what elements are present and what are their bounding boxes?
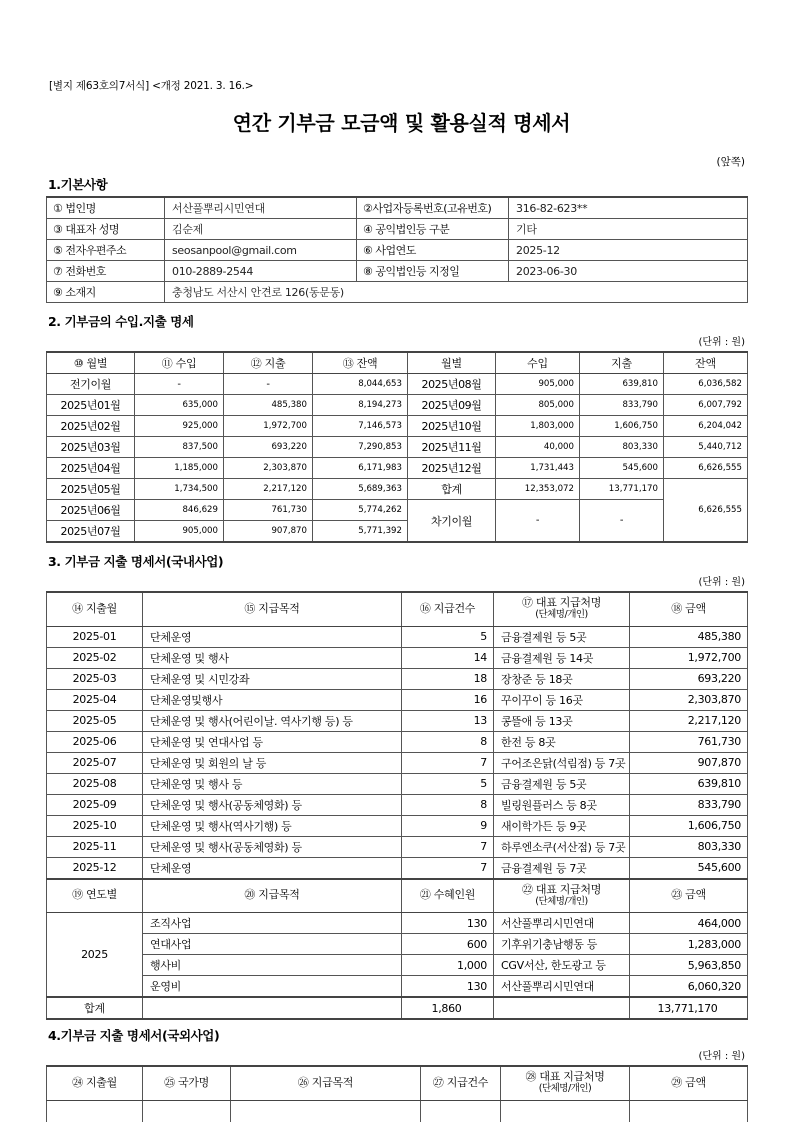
basic-label-rep-name: ③ 대표자 성명 bbox=[47, 219, 165, 240]
cell-month: 2025년08월 bbox=[408, 374, 496, 395]
cell-expense: - bbox=[224, 374, 313, 395]
basic-value-org-type: 기타 bbox=[509, 219, 748, 240]
cell-balance: 5,440,712 bbox=[664, 437, 748, 458]
cell-payee bbox=[501, 1100, 630, 1122]
cell-purpose: 운영비 bbox=[143, 976, 402, 998]
cell-balance: 8,194,273 bbox=[313, 395, 408, 416]
cell-amount: 1,606,750 bbox=[630, 815, 748, 836]
col-payee-name-sub: (단체명/개인) bbox=[538, 1083, 592, 1095]
basic-value-rep-name: 김순제 bbox=[165, 219, 357, 240]
table-row bbox=[47, 197, 748, 219]
cell-month: 2025년03월 bbox=[47, 437, 135, 458]
cell-amount: 803,330 bbox=[630, 836, 748, 857]
cell-month: 2025-10 bbox=[47, 815, 143, 836]
col-expense-right: 지출 bbox=[580, 352, 664, 374]
cell-expense: 833,790 bbox=[580, 395, 664, 416]
cell-count: 7 bbox=[402, 752, 494, 773]
cell-amount: 2,217,120 bbox=[630, 710, 748, 731]
basic-value-phone: 010-2889-2544 bbox=[165, 261, 357, 282]
cell-expense: 761,730 bbox=[224, 500, 313, 521]
cell-total-beneficiaries: 1,860 bbox=[402, 997, 494, 1019]
basic-label-phone: ⑦ 전화번호 bbox=[47, 261, 165, 282]
basic-value-address: 충청남도 서산시 안견로 126(동문동) bbox=[165, 282, 748, 303]
table-row bbox=[47, 668, 748, 689]
col-year: ⑲ 연도별 bbox=[47, 879, 143, 913]
col-amount: ㉙ 금액 bbox=[630, 1066, 748, 1100]
cell-amount: 907,870 bbox=[630, 752, 748, 773]
page-title: 연간 기부금 모금액 및 활용실적 명세서 bbox=[232, 111, 571, 135]
cell-month: 2025-03 bbox=[47, 668, 143, 689]
cell-income: 1,734,500 bbox=[135, 479, 224, 500]
cell-payee: 꾸이꾸이 등 16곳 bbox=[494, 689, 630, 710]
cell-month: 2025-09 bbox=[47, 794, 143, 815]
cell-balance: 7,146,573 bbox=[313, 416, 408, 437]
table-row bbox=[47, 261, 748, 282]
cell-year: 2025 bbox=[47, 913, 143, 998]
cell-balance: 5,774,262 bbox=[313, 500, 408, 521]
cell-balance: 5,689,363 bbox=[313, 479, 408, 500]
cell-total-amount: 13,771,170 bbox=[630, 997, 748, 1019]
cell-count: 5 bbox=[402, 626, 494, 647]
cell-amount: 833,790 bbox=[630, 794, 748, 815]
cell-country bbox=[143, 1100, 231, 1122]
col-income-left: ⑪ 수입 bbox=[135, 352, 224, 374]
cell-purpose: 조직사업 bbox=[143, 913, 402, 934]
table-row bbox=[47, 240, 748, 261]
cell-month: 2025년05월 bbox=[47, 479, 135, 500]
table-row bbox=[47, 913, 748, 934]
col-year-amount: ㉓ 금액 bbox=[630, 879, 748, 913]
cell-total-purpose bbox=[143, 997, 402, 1019]
col-year-payee bbox=[494, 879, 630, 913]
table-header-row bbox=[47, 592, 748, 626]
cell-expense: 803,330 bbox=[580, 437, 664, 458]
cell-amount: 2,303,870 bbox=[630, 689, 748, 710]
cell-total-expense: 13,771,170 bbox=[580, 479, 664, 500]
cell-month: 2025년02월 bbox=[47, 416, 135, 437]
cell-balance: 6,171,983 bbox=[313, 458, 408, 479]
cell-beneficiaries: 130 bbox=[402, 913, 494, 934]
table-total-row bbox=[47, 997, 748, 1019]
cell-amount: 1,283,000 bbox=[630, 934, 748, 955]
col-year-purpose: ⑳ 지급목적 bbox=[143, 879, 402, 913]
basic-info-table bbox=[46, 196, 748, 303]
cell-amount: 545,600 bbox=[630, 857, 748, 879]
cell-amount: 1,972,700 bbox=[630, 647, 748, 668]
cell-month: 2025년09월 bbox=[408, 395, 496, 416]
cell-purpose: 단체운영 및 연대사업 등 bbox=[143, 731, 402, 752]
cell-balance: 6,204,042 bbox=[664, 416, 748, 437]
cell-purpose: 연대사업 bbox=[143, 934, 402, 955]
cell-amount: 464,000 bbox=[630, 913, 748, 934]
col-payee-name-sub: (단체명/개인) bbox=[535, 609, 588, 621]
cell-total-label: 합계 bbox=[408, 479, 496, 500]
table-row bbox=[47, 934, 748, 955]
table-row bbox=[47, 647, 748, 668]
cell-payee: 서산풀뿌리시민연대 bbox=[494, 913, 630, 934]
cell-income: 846,629 bbox=[135, 500, 224, 521]
cell-count: 5 bbox=[402, 773, 494, 794]
cell-expense: 485,380 bbox=[224, 395, 313, 416]
cell-carryforward-expense: - bbox=[580, 500, 664, 543]
cell-balance: 6,626,555 bbox=[664, 458, 748, 479]
table-row bbox=[47, 752, 748, 773]
cell-expense: 639,810 bbox=[580, 374, 664, 395]
table-row bbox=[47, 773, 748, 794]
cell-balance: 6,036,582 bbox=[664, 374, 748, 395]
table-subheader-row bbox=[47, 879, 748, 913]
cell-purpose: 단체운영및행사 bbox=[143, 689, 402, 710]
cell-payee: 새이학가든 등 9곳 bbox=[494, 815, 630, 836]
domestic-expense-table bbox=[46, 591, 748, 1020]
cell-expense: 545,600 bbox=[580, 458, 664, 479]
cell-income: 1,731,443 bbox=[496, 458, 580, 479]
cell-month: 2025년04월 bbox=[47, 458, 135, 479]
basic-label-org-type: ④ 공익법인등 구분 bbox=[357, 219, 509, 240]
cell-expense: 907,870 bbox=[224, 521, 313, 543]
cell-payee: 금융결제원 등 5곳 bbox=[494, 626, 630, 647]
cell-beneficiaries: 130 bbox=[402, 976, 494, 998]
basic-value-business-number: 316-82-623** bbox=[509, 197, 748, 219]
cell-payee: 빌링원플러스 등 8곳 bbox=[494, 794, 630, 815]
cell-payee: 금융결제원 등 5곳 bbox=[494, 773, 630, 794]
cell-payee: 장창준 등 18곳 bbox=[494, 668, 630, 689]
table-row bbox=[47, 395, 748, 416]
cell-month: 2025-08 bbox=[47, 773, 143, 794]
cell-balance: 8,044,653 bbox=[313, 374, 408, 395]
col-balance-left: ⑬ 잔액 bbox=[313, 352, 408, 374]
cell-income: 635,000 bbox=[135, 395, 224, 416]
cell-purpose: 단체운영 및 행사 등 bbox=[143, 773, 402, 794]
section3-heading: 3. 기부금 지출 명세서(국내사업) bbox=[48, 554, 224, 569]
cell-count bbox=[421, 1100, 501, 1122]
cell-purpose: 단체운영 및 시민강좌 bbox=[143, 668, 402, 689]
cell-month: 2025-01 bbox=[47, 626, 143, 647]
cell-balance: 7,290,853 bbox=[313, 437, 408, 458]
table-row bbox=[47, 458, 748, 479]
col-year-payee-main: ㉒ 대표 지급처명 bbox=[521, 882, 602, 896]
col-expense-left: ⑫ 지출 bbox=[224, 352, 313, 374]
table-row bbox=[47, 416, 748, 437]
cell-count: 8 bbox=[402, 794, 494, 815]
cell-count: 14 bbox=[402, 647, 494, 668]
cell-payee: 콩뜰애 등 13곳 bbox=[494, 710, 630, 731]
cell-expense: 693,220 bbox=[224, 437, 313, 458]
basic-label-address: ⑨ 소재지 bbox=[47, 282, 165, 303]
cell-purpose bbox=[231, 1100, 421, 1122]
cell-income: 1,185,000 bbox=[135, 458, 224, 479]
cell-count: 7 bbox=[402, 857, 494, 879]
cell-month: 2025년01월 bbox=[47, 395, 135, 416]
col-income-right: 수입 bbox=[496, 352, 580, 374]
cell-purpose: 단체운영 및 행사 bbox=[143, 647, 402, 668]
cell-count: 16 bbox=[402, 689, 494, 710]
cell-total-label: 합계 bbox=[47, 997, 143, 1019]
col-year-payee-sub: (단체명/개인) bbox=[535, 895, 588, 907]
cell-total-payee bbox=[494, 997, 630, 1019]
cell-month: 2025년12월 bbox=[408, 458, 496, 479]
cell-carryforward-label: 차기이월 bbox=[408, 500, 496, 543]
col-country-name: ㉕ 국가명 bbox=[143, 1066, 231, 1100]
cell-month: 2025년11월 bbox=[408, 437, 496, 458]
table-header-row bbox=[47, 1066, 748, 1100]
cell-purpose: 단체운영 bbox=[143, 857, 402, 879]
cell-income: 925,000 bbox=[135, 416, 224, 437]
cell-month: 2025년07월 bbox=[47, 521, 135, 543]
cell-purpose: 행사비 bbox=[143, 955, 402, 976]
cell-income: - bbox=[135, 374, 224, 395]
col-expense-month: ⑭ 지출월 bbox=[47, 592, 143, 626]
cell-payee: 기후위기충남행동 등 bbox=[494, 934, 630, 955]
cell-month: 2025-07 bbox=[47, 752, 143, 773]
col-payee-name-main: ⑰ 대표 지급처명 bbox=[521, 596, 602, 610]
cell-expense: 2,217,120 bbox=[224, 479, 313, 500]
table-row bbox=[47, 437, 748, 458]
basic-label-corp-name: ① 법인명 bbox=[47, 197, 165, 219]
cell-purpose: 단체운영 및 회원의 날 등 bbox=[143, 752, 402, 773]
cell-month bbox=[47, 1100, 143, 1122]
cell-count: 9 bbox=[402, 815, 494, 836]
cell-amount: 639,810 bbox=[630, 773, 748, 794]
basic-value-email: seosanpool@gmail.com bbox=[165, 240, 357, 261]
cell-income: 905,000 bbox=[496, 374, 580, 395]
table-row bbox=[47, 794, 748, 815]
table-row bbox=[47, 955, 748, 976]
table-row bbox=[47, 282, 748, 303]
cell-purpose: 단체운영 bbox=[143, 626, 402, 647]
cell-amount: 761,730 bbox=[630, 731, 748, 752]
cell-payee: 하루엔소쿠(서산점) 등 7곳 bbox=[494, 836, 630, 857]
basic-value-fiscal-year: 2025-12 bbox=[509, 240, 748, 261]
col-payee-name bbox=[494, 592, 630, 626]
basic-value-designation-date: 2023-06-30 bbox=[509, 261, 748, 282]
cell-month: 2025년10월 bbox=[408, 416, 496, 437]
cell-month: 2025-12 bbox=[47, 857, 143, 879]
section2-heading: 2. 기부금의 수입.지출 명세 bbox=[48, 314, 194, 329]
basic-label-designation-date: ⑧ 공익법인등 지정일 bbox=[357, 261, 509, 282]
table-row bbox=[47, 479, 748, 500]
cell-month: 2025-06 bbox=[47, 731, 143, 752]
cell-payee: 금융결제원 등 7곳 bbox=[494, 857, 630, 879]
table-row bbox=[47, 731, 748, 752]
col-amount: ⑱ 금액 bbox=[630, 592, 748, 626]
table-row bbox=[47, 815, 748, 836]
cell-amount: 485,380 bbox=[630, 626, 748, 647]
section2-unit-note: (단위 : 원) bbox=[698, 337, 745, 348]
table-row bbox=[47, 500, 748, 521]
cell-income: 40,000 bbox=[496, 437, 580, 458]
cell-purpose: 단체운영 및 행사(공동체영화) 등 bbox=[143, 836, 402, 857]
cell-month: 전기이월 bbox=[47, 374, 135, 395]
col-payment-count: ⑯ 지급건수 bbox=[402, 592, 494, 626]
table-row bbox=[47, 976, 748, 998]
col-month-right: 월별 bbox=[408, 352, 496, 374]
section4-unit-note: (단위 : 원) bbox=[698, 1051, 745, 1062]
table-row bbox=[47, 710, 748, 731]
cell-income: 905,000 bbox=[135, 521, 224, 543]
table-row bbox=[47, 836, 748, 857]
cell-beneficiaries: 1,000 bbox=[402, 955, 494, 976]
cell-income: 1,803,000 bbox=[496, 416, 580, 437]
cell-balance: 6,007,792 bbox=[664, 395, 748, 416]
cell-total-income: 12,353,072 bbox=[496, 479, 580, 500]
cell-payee: 구어조은닭(석림점) 등 7곳 bbox=[494, 752, 630, 773]
cell-carryforward-income: - bbox=[496, 500, 580, 543]
basic-label-fiscal-year: ⑥ 사업연도 bbox=[357, 240, 509, 261]
cell-payee: CGV서산, 한도광고 등 bbox=[494, 955, 630, 976]
cell-payee: 서산풀뿌리시민연대 bbox=[494, 976, 630, 998]
basic-value-corp-name: 서산풀뿌리시민연대 bbox=[165, 197, 357, 219]
table-row bbox=[47, 374, 748, 395]
cell-count: 8 bbox=[402, 731, 494, 752]
cell-purpose: 단체운영 및 행사(어린이날. 역사기행 등) 등 bbox=[143, 710, 402, 731]
col-payment-count: ㉗ 지급건수 bbox=[421, 1066, 501, 1100]
cell-amount: 6,060,320 bbox=[630, 976, 748, 998]
cell-income: 805,000 bbox=[496, 395, 580, 416]
table-row bbox=[47, 857, 748, 879]
col-payment-purpose: ㉖ 지급목적 bbox=[231, 1066, 421, 1100]
page-side-note: (앞쪽) bbox=[716, 156, 745, 168]
section4-heading: 4.기부금 지출 명세서(국외사업) bbox=[48, 1028, 220, 1043]
cell-balance: 5,771,392 bbox=[313, 521, 408, 543]
table-row bbox=[47, 1100, 748, 1122]
cell-payee: 금융결제원 등 14곳 bbox=[494, 647, 630, 668]
cell-amount bbox=[630, 1100, 748, 1122]
cell-amount: 5,963,850 bbox=[630, 955, 748, 976]
basic-label-email: ⑤ 전자우편주소 bbox=[47, 240, 165, 261]
table-row bbox=[47, 689, 748, 710]
cell-income: 837,500 bbox=[135, 437, 224, 458]
cell-carryforward-balance: 6,626,555 bbox=[664, 479, 748, 543]
cell-purpose: 단체운영 및 행사(역사기행) 등 bbox=[143, 815, 402, 836]
cell-month: 2025-04 bbox=[47, 689, 143, 710]
col-payment-purpose: ⑮ 지급목적 bbox=[143, 592, 402, 626]
cell-count: 13 bbox=[402, 710, 494, 731]
cell-expense: 1,606,750 bbox=[580, 416, 664, 437]
basic-label-business-number: ②사업자등록번호(고유번호) bbox=[357, 197, 509, 219]
form-reference: [별지 제63호의7서식] <개정 2021. 3. 16.> bbox=[49, 80, 254, 92]
col-month-left: ⑩ 월별 bbox=[47, 352, 135, 374]
cell-payee: 한전 등 8곳 bbox=[494, 731, 630, 752]
table-row bbox=[47, 219, 748, 240]
col-payee-name-main: ㉘ 대표 지급처명 bbox=[525, 1070, 605, 1084]
cell-amount: 693,220 bbox=[630, 668, 748, 689]
cell-expense: 1,972,700 bbox=[224, 416, 313, 437]
section1-heading: 1.기본사항 bbox=[48, 177, 108, 192]
cell-purpose: 단체운영 및 행사(공동체영화) 등 bbox=[143, 794, 402, 815]
cell-beneficiaries: 600 bbox=[402, 934, 494, 955]
col-balance-right: 잔액 bbox=[664, 352, 748, 374]
cell-count: 18 bbox=[402, 668, 494, 689]
cell-month: 2025년06월 bbox=[47, 500, 135, 521]
cell-count: 7 bbox=[402, 836, 494, 857]
overseas-expense-table bbox=[46, 1065, 748, 1122]
cell-month: 2025-05 bbox=[47, 710, 143, 731]
income-expense-table bbox=[46, 351, 748, 543]
cell-month: 2025-11 bbox=[47, 836, 143, 857]
col-beneficiaries: ㉑ 수혜인원 bbox=[402, 879, 494, 913]
table-header-row bbox=[47, 352, 748, 374]
col-expense-month: ㉔ 지출월 bbox=[47, 1066, 143, 1100]
cell-month: 2025-02 bbox=[47, 647, 143, 668]
section3-unit-note: (단위 : 원) bbox=[698, 577, 745, 588]
cell-expense: 2,303,870 bbox=[224, 458, 313, 479]
col-payee-name bbox=[501, 1066, 630, 1100]
table-row bbox=[47, 626, 748, 647]
